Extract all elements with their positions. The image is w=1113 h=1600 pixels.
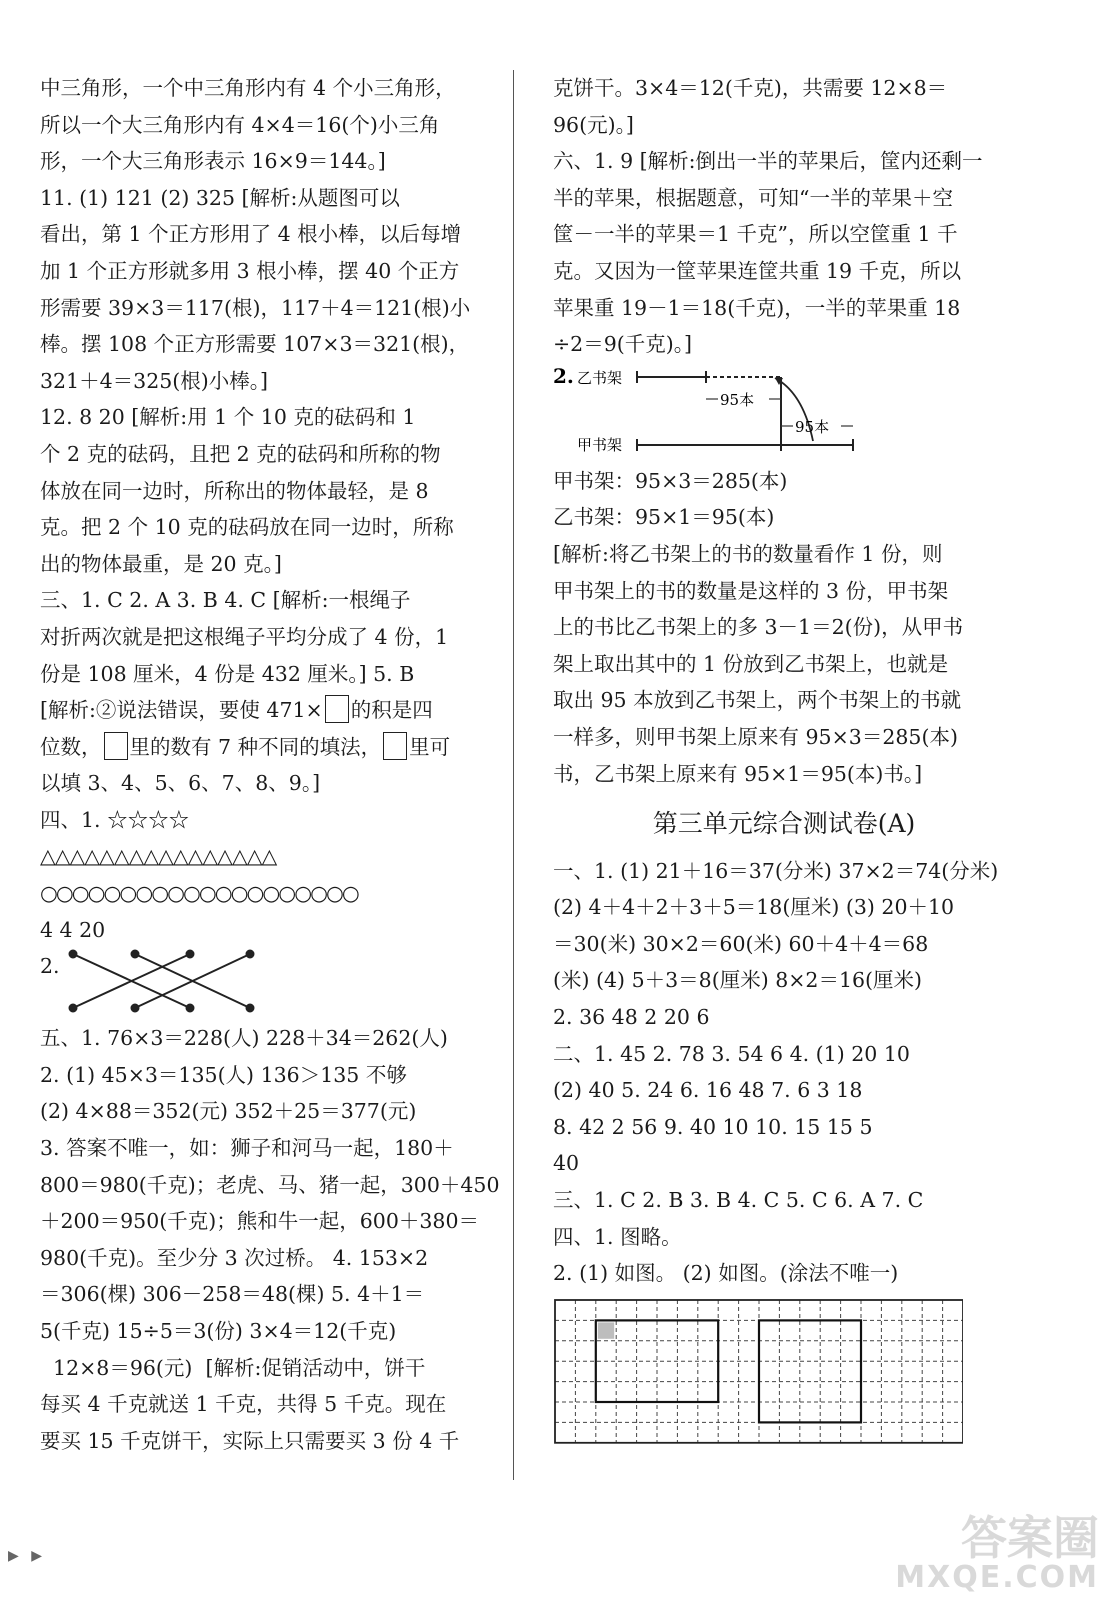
yi-label: 乙书架: [577, 368, 623, 387]
text-line: 40: [553, 1151, 580, 1176]
text-line: 四、1. 图略。: [553, 1224, 682, 1249]
text-line: 五、1. 76×3＝228(人) 228＋34＝262(人): [40, 1026, 448, 1051]
text-line: 980(千克)。至少分 3 次过桥。 4. 153×2: [40, 1245, 429, 1270]
text-line: (2) 4×88＝352(元) 352＋25＝377(元): [40, 1099, 417, 1124]
text-line: 12×8＝96(元) [解析:促销活动中，饼干: [40, 1355, 426, 1380]
text-line: 棒。摆 108 个正方形需要 107×3＝321(根)，: [40, 332, 470, 357]
seg-label: 95本: [720, 390, 755, 409]
text-line: 800＝980(千克)；老虎、马、猪一起，300＋450: [40, 1172, 500, 1197]
shape-square: [759, 1320, 861, 1422]
right-column: [553, 70, 1015, 1452]
text-line: 2. (1) 如图。 (2) 如图。(涂法不唯一): [553, 1261, 899, 1286]
text-line: ÷2＝9(千克)。]: [553, 332, 693, 357]
seg-label: 95本: [795, 417, 830, 436]
jia-label: 甲书架: [577, 435, 623, 454]
text-span: 里的数有 7 种不同的填法，: [129, 734, 382, 759]
text-line: ＝306(棵) 306－258＝48(棵) 5. 4＋1＝: [40, 1282, 425, 1307]
text-line: 每买 4 千克就送 1 千克，共得 5 千克。现在: [40, 1392, 447, 1417]
text-line: 321＋4＝325(根)小棒。]: [40, 368, 269, 393]
text-line: 2. 36 48 2 20 6: [553, 1005, 710, 1030]
blank-box: [104, 732, 128, 760]
text-span: [解析:②说法错误，要使 471×: [40, 698, 323, 723]
text-line: 形，一个大三角形表示 16×9＝144。]: [40, 149, 386, 174]
watermark-top: 答案圈: [961, 1511, 1099, 1565]
text-line: 四、1. ☆☆☆☆: [40, 807, 190, 832]
text-line: 8. 42 2 56 9. 40 10 10. 15 15 5: [553, 1114, 873, 1139]
text-line: 5(千克) 15÷5＝3(份) 3×4＝12(千克): [40, 1319, 397, 1343]
text-line: 乙书架：95×1＝95(本): [553, 505, 775, 530]
text-line: 上的书比乙书架上的多 3－1＝2(份)，从甲书: [553, 615, 964, 640]
text-line: 看出，第 1 个正方形用了 4 根小棒，以后每增: [40, 222, 462, 247]
blank-box: [383, 732, 407, 760]
text-line: 11. (1) 121 (2) 325 [解析:从题图可以: [40, 185, 400, 210]
text-line: ＋200＝950(千克)；熊和牛一起，600＋380＝: [40, 1209, 480, 1234]
bookshelf-diagram: [553, 363, 1015, 463]
text-line: 96(元)。]: [553, 112, 634, 137]
text-line: 以填 3、4、5、6、7、8、9。]: [40, 771, 321, 796]
text-line: 中三角形，一个中三角形内有 4 个小三角形，: [40, 76, 456, 100]
text-line: 苹果重 19－1＝18(千克)，一半的苹果重 18: [553, 295, 961, 320]
text-line: 一、1. (1) 21＋16＝37(分米) 37×2＝74(分米): [553, 858, 999, 883]
text-line: 书，乙书架上原来有 95×1＝95(本)书。]: [553, 761, 923, 786]
text-line: 架上取出其中的 1 份放到乙书架上，也就是: [553, 651, 949, 676]
matching-figure: [40, 948, 502, 1020]
text-line: 要买 15 千克饼干，实际上只需要买 3 份 4 千: [40, 1428, 460, 1453]
grid-figure: [553, 1292, 1015, 1452]
text-span: 的积是四: [350, 698, 433, 723]
footer-arrows: ▶ ▶: [8, 1548, 46, 1564]
watermark: [895, 1511, 1099, 1595]
text-span: 里可: [409, 734, 451, 759]
text-line: 克。又因为一筐苹果连筐共重 19 千克，所以: [553, 258, 962, 283]
text-line: [40, 692, 502, 729]
question-number: 2.: [553, 363, 574, 388]
matching-lines: [65, 948, 295, 1020]
shaded-cell: [598, 1322, 614, 1338]
text-line: 克饼干。3×4＝12(千克)，共需要 12×8＝: [553, 76, 948, 100]
text-line: 六、1. 9 [解析:倒出一半的苹果后，筐内还剩一: [553, 149, 983, 174]
text-line: 对折两次就是把这根绳子平均分成了 4 份，1: [40, 624, 449, 649]
grid-svg: [553, 1298, 963, 1453]
text-line: (米) (4) 5＋3＝8(厘米) 8×2＝16(厘米): [553, 968, 923, 993]
text-line: 加 1 个正方形就多用 3 根小棒，摆 40 个正方: [40, 258, 460, 283]
text-line: 3. 答案不唯一，如：狮子和河马一起，180＋: [40, 1136, 454, 1161]
section-title: 第三单元综合测试卷(A): [652, 809, 916, 839]
text-line: 体放在同一边时，所称出的物体最轻，是 8: [40, 478, 429, 503]
text-line: 取出 95 本放到乙书架上，两个书架上的书就: [553, 688, 962, 713]
text-line: 三、1. C 2. B 3. B 4. C 5. C 6. A 7. C: [553, 1188, 924, 1213]
text-span: 位数，: [40, 734, 102, 759]
text-line: 2. (1) 45×3＝135(人) 136＞135 不够: [40, 1062, 407, 1087]
text-line: 个 2 克的砝码，且把 2 克的砝码和所称的物: [40, 441, 441, 466]
question-number: 2.: [40, 954, 60, 979]
triangles-row: △△△△△△△△△△△△△△△△: [40, 844, 277, 869]
text-line: 所以一个大三角形内有 4×4＝16(个)小三角: [40, 112, 440, 137]
text-line: 12. 8 20 [解析:用 1 个 10 克的砝码和 1: [40, 405, 416, 430]
watermark-bottom: MXQE.COM: [895, 1560, 1099, 1595]
bookshelf-svg: [553, 363, 873, 463]
circles-row: ○○○○○○○○○○○○○○○○○○○○: [40, 881, 358, 906]
text-line: (2) 4＋4＋2＋3＋5＝18(厘米) (3) 20＋10: [553, 895, 955, 920]
text-line: [40, 729, 502, 766]
text-line: 一样多，则甲书架上原来有 95×3＝285(本): [553, 724, 958, 749]
text-line: 筐－一半的苹果＝1 千克”，所以空筐重 1 千: [553, 222, 958, 247]
text-line: 二、1. 45 2. 78 3. 54 6 4. (1) 20 10: [553, 1041, 910, 1066]
text-line: 4 4 20: [40, 917, 106, 942]
text-line: (2) 40 5. 24 6. 16 48 7. 6 3 18: [553, 1078, 863, 1103]
left-column: [40, 70, 502, 1459]
text-line: 甲书架上的书的数量是这样的 3 份，甲书架: [553, 578, 949, 603]
text-line: [解析:将乙书架上的书的数量看作 1 份，则: [553, 541, 943, 566]
text-line: 份是 108 厘米，4 份是 432 厘米。] 5. B: [40, 661, 415, 686]
text-line: 半的苹果，根据题意，可知“一半的苹果＋空: [553, 185, 953, 210]
text-line: 克。把 2 个 10 克的砝码放在同一边时，所称: [40, 515, 454, 540]
text-line: 出的物体最重，是 20 克。]: [40, 551, 282, 576]
column-divider: [513, 70, 514, 1480]
text-line: ＝30(米) 30×2＝60(米) 60＋4＋4＝68: [553, 931, 929, 956]
text-line: 三、1. C 2. A 3. B 4. C [解析:一根绳子: [40, 588, 411, 613]
blank-box: [325, 695, 349, 723]
text-line: 甲书架：95×3＝285(本): [553, 468, 788, 493]
text-line: 形需要 39×3＝117(根)，117＋4＝121(根)小: [40, 295, 471, 320]
